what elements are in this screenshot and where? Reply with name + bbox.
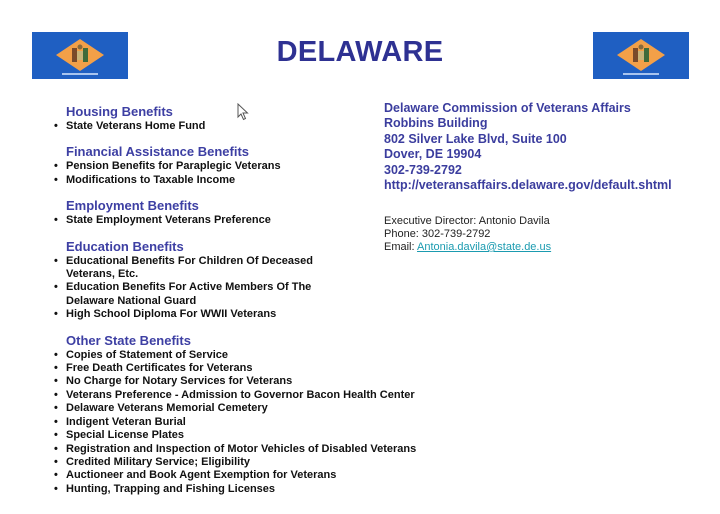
mouse-cursor-icon (237, 103, 249, 121)
organization-name: Delaware Commission of Veterans Affairs (384, 101, 631, 115)
bullet-icon: • (54, 254, 58, 267)
list-item: • Pension Benefits for Paraplegic Veterans (54, 160, 281, 173)
director-contact (384, 215, 551, 254)
list-item: • Free Death Certificates for Veterans (54, 362, 253, 375)
bullet-icon: • (54, 442, 58, 455)
email-link[interactable]: Antonia.davila@state.de.us (417, 241, 552, 253)
section-financial (54, 144, 434, 187)
list-item: • Delaware Veterans Memorial Cemetery (54, 402, 268, 415)
bullet-icon: • (54, 402, 58, 415)
list-item: • Modifications to Taxable Income (54, 173, 236, 186)
bullet-icon: • (54, 214, 58, 227)
section-heading: Financial Assistance Benefits (66, 144, 250, 160)
bullet-icon: • (54, 160, 58, 173)
list-item: • State Employment Veterans Preference (54, 214, 271, 227)
bullet-icon: • (54, 308, 58, 321)
website-url[interactable]: http://veteransaffairs.delaware.gov/default.shtml (384, 178, 672, 193)
director-phone: Phone: 302-739-2792 (384, 228, 491, 240)
bullet-icon: • (54, 469, 58, 482)
list-item: • Registration and Inspection of Motor Vehicles of Disabled Veterans (54, 442, 417, 455)
section-education (54, 239, 434, 322)
list-item: • Special License Plates (54, 429, 185, 442)
section-heading: Other State Benefits (66, 332, 191, 348)
list-item: • No Charge for Notary Services for Veterans (54, 375, 293, 388)
benefits-list (54, 104, 434, 507)
commission-address (384, 101, 714, 193)
bullet-icon: • (54, 429, 58, 442)
list-item: • Indigent Veteran Burial (54, 415, 186, 428)
section-heading: Education Benefits (66, 238, 184, 254)
page-title: DELAWARE (276, 36, 444, 68)
section-heading: Housing Benefits (66, 104, 173, 119)
list-item: • Educational Benefits For Children Of Deceased (54, 254, 313, 267)
section-employment (54, 198, 434, 227)
bullet-icon: • (54, 455, 58, 468)
bullet-icon: • (54, 120, 58, 132)
director-name: Executive Director: Antonio Davila (384, 215, 550, 227)
section-heading: Employment Benefits (66, 198, 199, 214)
bullet-icon: • (54, 375, 58, 388)
bullet-icon: • (54, 482, 58, 495)
email-label: Email: (384, 241, 418, 253)
director-email-row (384, 241, 551, 254)
list-item: • Veterans Preference - Admission to Governor Bacon Health Center (54, 388, 415, 401)
list-item: • High School Diploma For WWII Veterans (54, 308, 277, 321)
phone-number: 302-739-2792 (384, 162, 462, 177)
list-item: • Education Benefits For Active Members Of The (54, 281, 312, 294)
list-item: • State Veterans Home Fund (54, 120, 206, 132)
bullet-icon: • (54, 348, 58, 361)
list-item: • Hunting, Trapping and Fishing Licenses (54, 482, 276, 495)
street-address: 802 Silver Lake Blvd, Suite 100 (384, 131, 567, 146)
section-other (54, 333, 434, 496)
list-item: • Auctioneer and Book Agent Exemption for Veterans (54, 469, 337, 482)
list-item: • Credited Military Service; Eligibility (54, 455, 250, 468)
building-name: Robbins Building (384, 116, 488, 131)
bullet-icon: • (54, 388, 58, 401)
list-item-continued: Veterans, Etc. (66, 268, 139, 281)
bullet-icon: • (54, 415, 58, 428)
bullet-icon: • (54, 362, 58, 375)
list-item-continued: Delaware National Guard (66, 294, 197, 307)
bullet-icon: • (54, 281, 58, 294)
list-item: • Copies of Statement of Service (54, 348, 228, 361)
bullet-icon: • (54, 173, 58, 186)
city-state-zip: Dover, DE 19904 (384, 147, 482, 162)
